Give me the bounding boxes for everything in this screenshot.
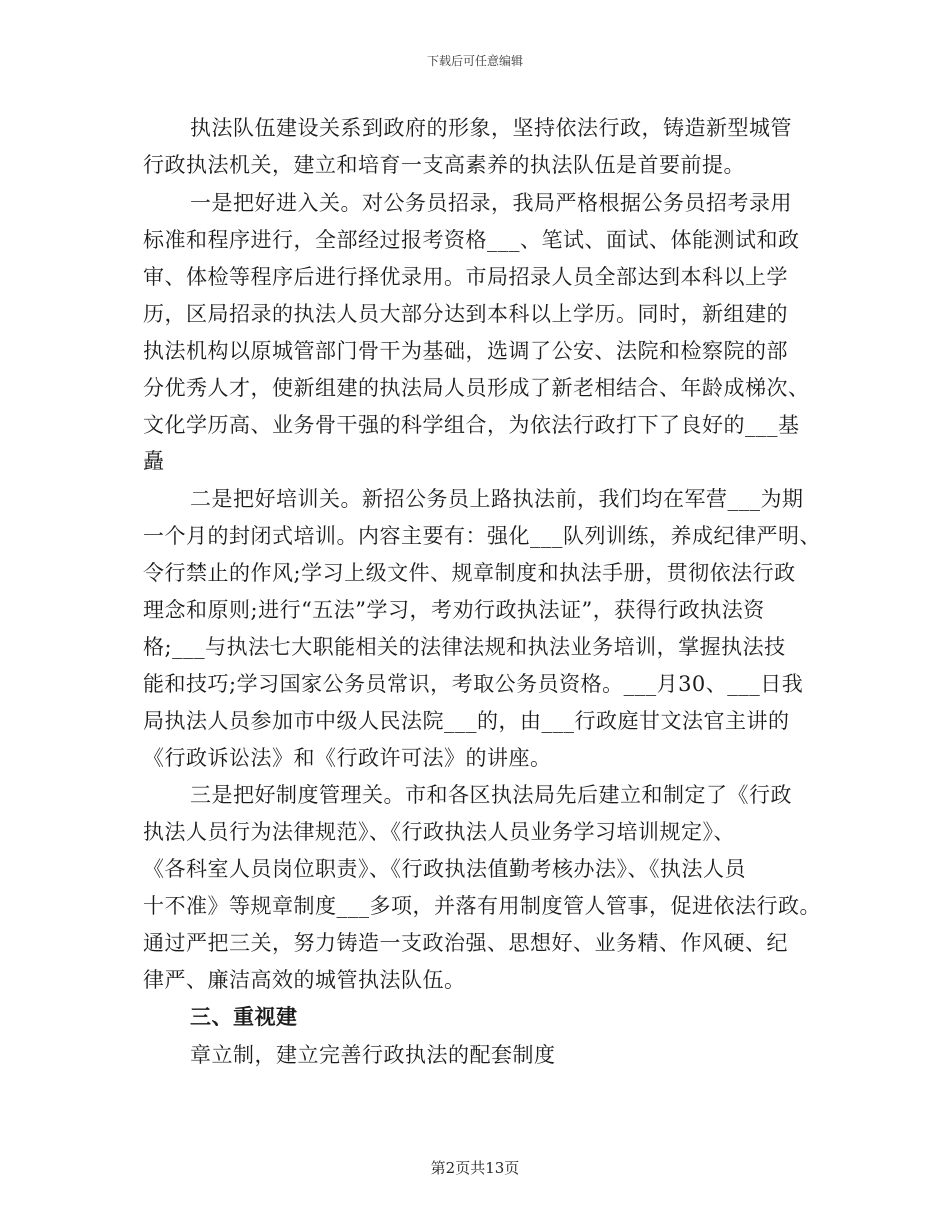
paragraph-line: 文化学历高、业务骨干强的科学组合，为依法行政打下了良好的___基: [143, 413, 800, 437]
paragraph-line: 章立制，建立完善行政执法的配套制度: [190, 1043, 556, 1067]
paragraph-line: 二是把好培训关。新招公务员上路执法前，我们均在军营___为期: [190, 487, 804, 511]
paragraph-line: 行政执法机关，建立和培育一支高素养的执法队伍是首要前提。: [143, 153, 745, 177]
paragraph-line: 一是把好进入关。对公务员招录，我局严格根据公务员招考录用: [190, 191, 792, 215]
page-header: 下载后可任意编辑: [426, 54, 523, 68]
paragraph-line: 理念和原则;进行“五法”学习，考劝行政执法证”，获得行政执法资: [143, 598, 765, 622]
paragraph-line: 历，区局招录的执法人员大部分达到本科以上学历。同时，新组建的: [143, 302, 788, 326]
paragraph-line: 律严、廉洁高效的城管执法队伍。: [143, 968, 466, 992]
paragraph-line: 执法机构以原城管部门骨干为基础，选调了公安、法院和检察院的部: [143, 339, 788, 363]
paragraph-line: 《行政诉讼法》和《行政许可法》的讲座。: [143, 746, 552, 770]
paragraph-line: 《各科室人员岗位职责》、《行政执法值勤考核办法》、《执法人员: [143, 857, 746, 881]
section-heading: 三、重视建: [190, 1005, 298, 1029]
paragraph-line: 三是把好制度管理关。市和各区执法局先后建立和制定了《行政: [190, 783, 792, 807]
paragraph-line: 通过严把三关，努力铸造一支政治强、思想好、业务精、作风硬、纪: [143, 931, 788, 955]
paragraph-line: 能和技巧;学习国家公务员常识，考取公务员资格。___月30、___日我: [143, 672, 804, 696]
paragraph-line: 执法人员行为法律规范》、《行政执法人员业务学习培训规定》、: [143, 820, 735, 844]
paragraph-line: 执法队伍建设关系到政府的形象，坚持依法行政，铸造新型城管: [190, 116, 792, 140]
paragraph-line: 一个月的封闭式培训。内容主要有：强化___队列训练，养成纪律严明、: [143, 524, 821, 548]
paragraph-line: 标准和程序进行，全部经过报考资格___、笔试、面试、体能测试和政: [143, 228, 800, 252]
page-footer: 第2页共13页: [430, 1159, 520, 1177]
paragraph-line: 分优秀人才，使新组建的执法局人员形成了新老相结合、年龄成梯次、: [143, 376, 810, 400]
paragraph-line: 十不准》等规章制度___多项，并落有用制度管人管事，促进依法行政。: [143, 894, 821, 918]
paragraph-line: 令行禁止的作风;学习上级文件、规章制度和执法手册，贯彻依法行政: [143, 561, 796, 585]
paragraph-line: 审、体检等程序后进行择优录用。市局招录人员全部达到本科以上学: [143, 265, 788, 289]
paragraph-line: 格;___与执法七大职能相关的法律法规和执法业务培训，掌握执法技: [143, 635, 786, 659]
paragraph-line: 局执法人员参加市中级人民法院___的，由___行政庭甘文法官主讲的: [143, 709, 790, 733]
paragraph-line: 矗: [143, 449, 165, 473]
